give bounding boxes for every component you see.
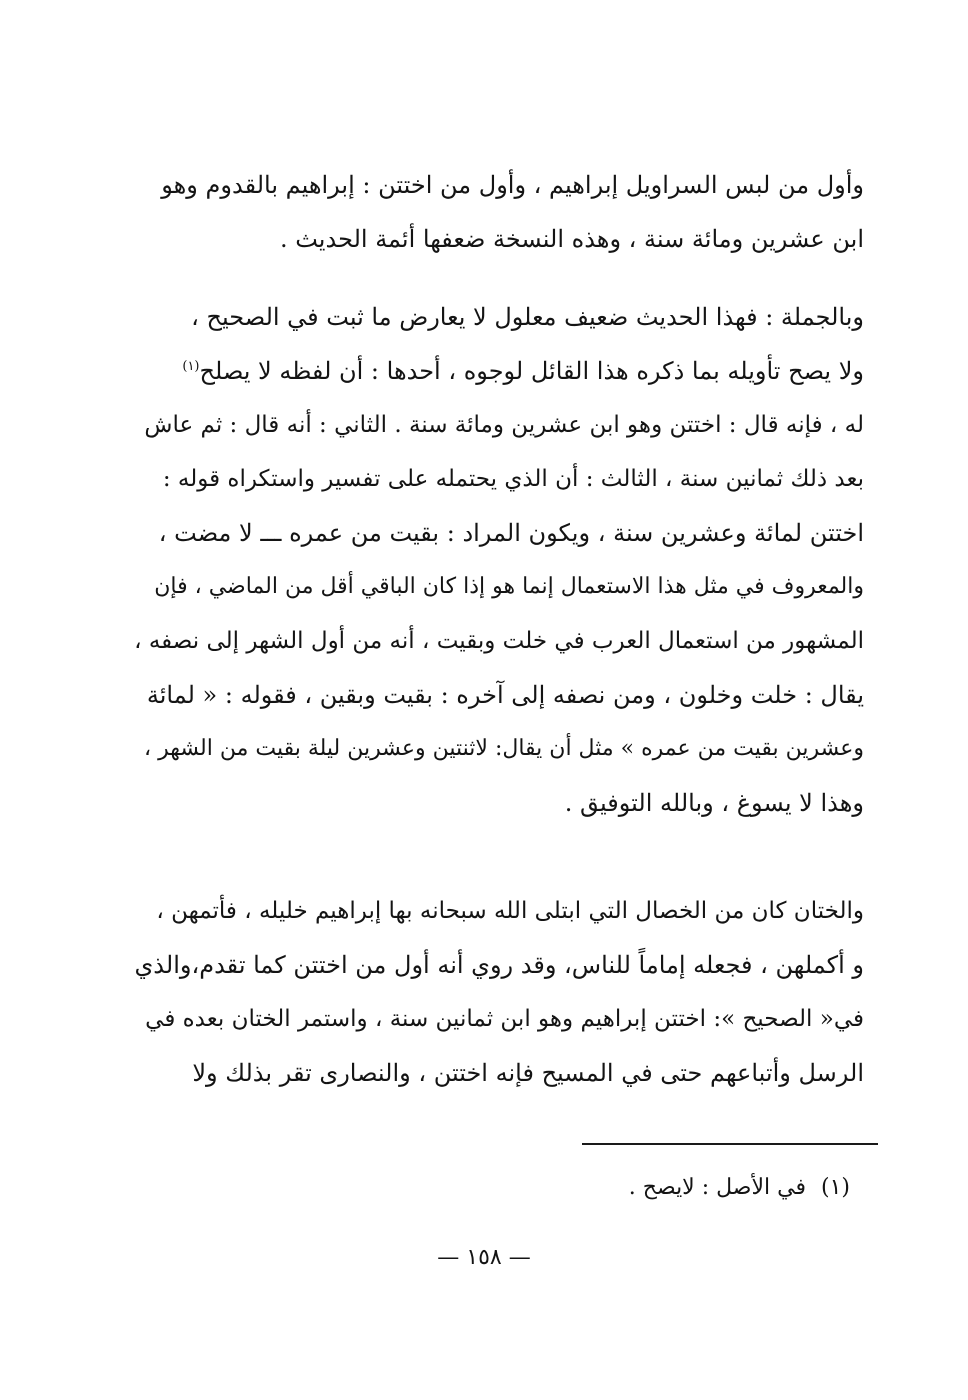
text-line: وعشرين بقيت من عمره » مثل أن يقال: لاثنتين وعشرين ليلة بقيت من الشهر ، xyxy=(144,736,864,761)
footnote-text: في الأصل : لايصح . xyxy=(628,1175,806,1200)
text-line: والختان كان من الخصال التي ابتلى الله سبحانه بها إبراهيم خليله ، فأتمهن ، xyxy=(156,898,864,924)
footnote-divider xyxy=(582,1143,878,1145)
text-line: والمعروف في مثل هذا الاستعمال إنما هو إذا كان الباقي أقل من الماضي ، فإن xyxy=(154,574,864,599)
footnote-number: (١) xyxy=(820,1175,850,1200)
footnote xyxy=(629,1168,850,1208)
text-line: وأول من لبس السراويل إبراهيم ، وأول من اختتن : إبراهيم بالقدوم وهو xyxy=(161,171,864,199)
text-line: يقال : خلت وخلون ، ومن نصفه إلى آخره : بقيت وبقين ، فقوله : « لمائة xyxy=(146,681,864,709)
text-line: وهذا لا يسوغ ، وبالله التوفيق . xyxy=(564,789,864,817)
text-line: و أكملهن ، فجعله إماماً للناس، وقد روي أنه أول من اختتن كما تقدم،والذي xyxy=(134,951,864,979)
footnote-reference[interactable]: (١) xyxy=(182,359,200,374)
paragraph-3 xyxy=(134,884,864,1100)
text-line: الرسل وأتباعهم حتى في المسيح فإنه اختتن ، والنصارى تقر بذلك ولا xyxy=(192,1059,864,1087)
text-line: وبالجملة : فهذا الحديث ضعيف معلول لا يعارض ما ثبت في الصحيح ، xyxy=(191,303,864,331)
text-line: له ، فإنه قال : اختتن وهو ابن عشرين ومائة سنة . الثاني : أنه قال : ثم عاش xyxy=(144,412,864,438)
paragraph-1 xyxy=(134,158,864,266)
text-line: بعد ذلك ثمانين سنة ، الثالث : أن الذي يحتمله على تفسير واستكراه قوله : xyxy=(162,466,864,492)
text-line: ولا يصح تأويله بما ذكره هذا القائل لوجوه ، أحدها : أن لفظه لا يصلح xyxy=(199,357,864,385)
text-line: في« الصحيح »: اختتن إبراهيم وهو ابن ثمانين سنة ، واستمر الختان بعده في xyxy=(145,1006,864,1032)
text-line: المشهور من استعمال العرب في خلت وبقيت ، أنه من أول الشهر إلى نصفه ، xyxy=(134,628,864,654)
page-number: — ١٥٨ — xyxy=(437,1245,531,1270)
paragraph-2 xyxy=(134,290,864,830)
text-line: ابن عشرين ومائة سنة ، وهذه النسخة ضعفها أئمة الحديث . xyxy=(279,225,864,253)
text-line: اختتن لمائة وعشرين سنة ، ويكون المراد : بقيت من عمره ـــ لا مضت ، xyxy=(158,519,864,547)
text-line-with-footnote-ref xyxy=(134,344,864,398)
